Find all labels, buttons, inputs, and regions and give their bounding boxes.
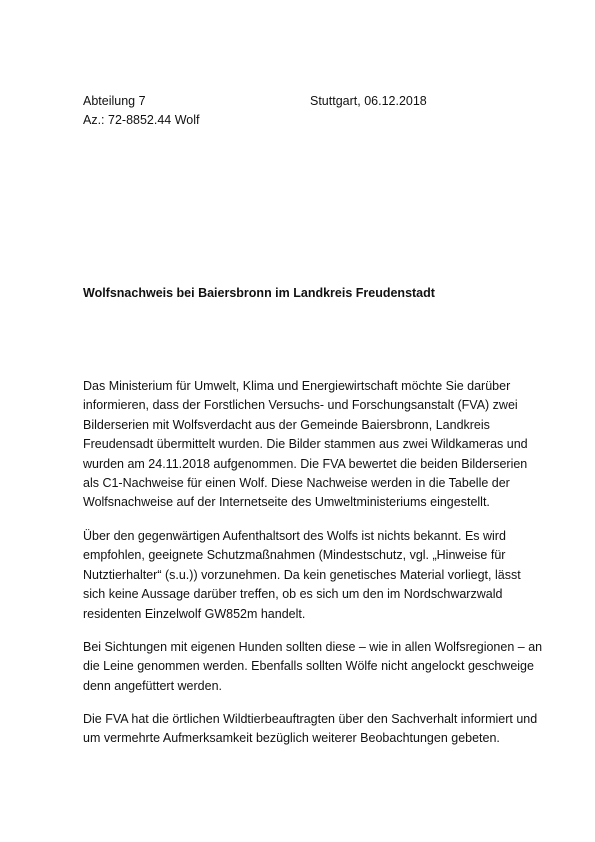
paragraph-line: informieren, dass der Forstlichen Versuchs- und Forschungsanstalt (FVA) zwei [83,398,518,413]
paragraph-line: denn angefüttert werden. [83,678,222,693]
place-and-date: Stuttgart, 06.12.2018 [310,94,427,108]
paragraph-1 [83,377,528,513]
paragraph-line: Nutztierhalter“ (s.u.)) vorzunehmen. Da kein genetisches Material vorliegt, lässt [83,567,521,582]
paragraph-line: als C1-Nachweise für einen Wolf. Diese Nachweise werden in die Tabelle der [83,475,510,490]
paragraph-line: residenten Einzelwolf GW852m handelt. [83,606,306,621]
paragraph-line: empfohlen, geeignete Schutzmaßnahmen (Mindestschutz, vgl. „Hinweise für [83,548,506,563]
reference-number: Az.: 72-8852.44 Wolf [83,113,200,127]
paragraph-line: Wolfsnachweise auf der Internetseite des Umweltministeriums eingestellt. [83,495,490,510]
paragraph-line: um vermehrte Aufmerksamkeit bezüglich weiterer Beobachtungen gebeten. [83,731,500,746]
paragraph-line: Bilderserien mit Wolfsverdacht aus der Gemeinde Baiersbronn, Landkreis [83,417,490,432]
paragraph-3 [83,638,543,696]
paragraph-line: sich keine Aussage darüber treffen, ob es sich um den im Nordschwarzwald [83,587,503,602]
paragraph-line: Bei Sichtungen mit eigenen Hunden sollten diese – wie in allen Wolfsregionen – an [83,640,543,654]
paragraph-line: Freudensadt übermittelt wurden. Die Bilder stammen aus zwei Wildkameras und [83,437,528,452]
subject-heading: Wolfsnachweis bei Baiersbronn im Landkreis Freudenstadt [83,286,435,300]
paragraph-line: wurden am 24.11.2018 aufgenommen. Die FVA bewertet die beiden Bilderserien [83,456,528,471]
department-label: Abteilung 7 [83,94,146,108]
paragraph-line: Über den gegenwärtigen Aufenthaltsort des Wolfs ist nichts bekannt. Es wird [83,529,506,543]
paragraph-2 [83,527,523,624]
paragraph-4 [83,710,538,749]
paragraph-line: Das Ministerium für Umwelt, Klima und Energiewirtschaft möchte Sie darüber [83,379,511,393]
paragraph-line: die Leine genommen werden. Ebenfalls sollten Wölfe nicht angelockt geschweige [83,659,534,674]
paragraph-line: Die FVA hat die örtlichen Wildtierbeauftragten über den Sachverhalt informiert und [83,712,538,726]
